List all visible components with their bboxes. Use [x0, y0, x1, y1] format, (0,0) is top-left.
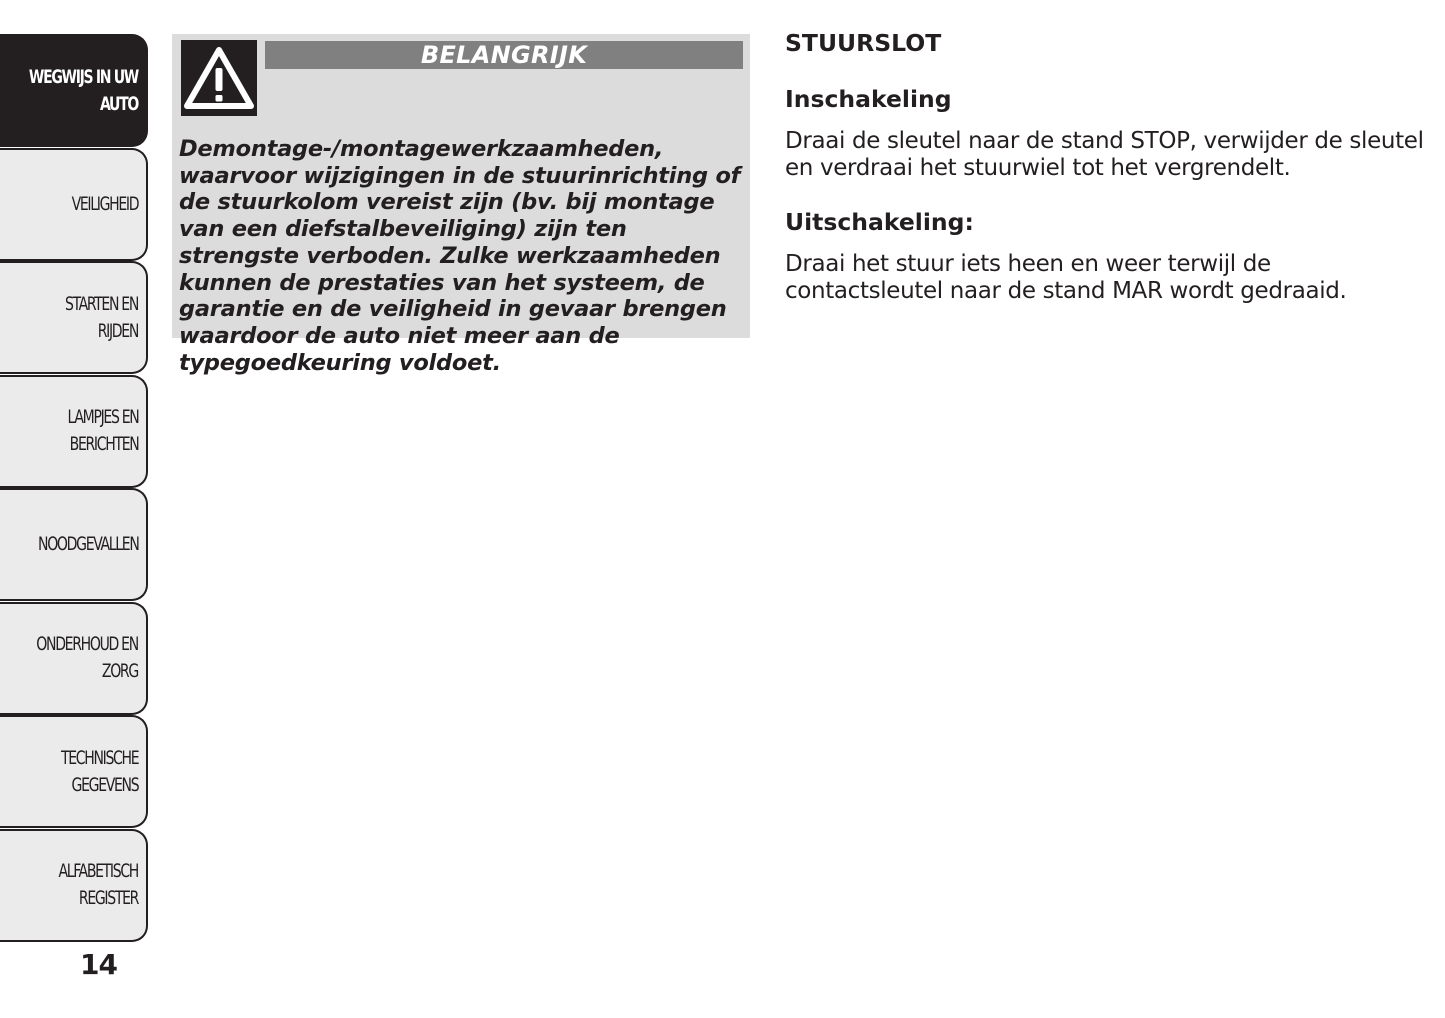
tab-starten-en-rijden[interactable]	[0, 261, 148, 374]
tab-label: STARTEN EN RIJDEN	[64, 292, 138, 342]
tab-label: ONDERHOUD EN ZORG	[36, 633, 138, 682]
heading-inschakeling: Inschakeling	[785, 85, 952, 113]
tab-wegwijs-in-uw-auto[interactable]	[0, 34, 148, 147]
warning-text-block	[179, 84, 749, 376]
tab-alfabetisch-register[interactable]	[0, 829, 148, 942]
section-title: STUURSLOT	[785, 29, 942, 57]
tab-label: LAMPJES EN BERICHTEN	[67, 406, 138, 455]
tab-technische-gegevens[interactable]	[0, 715, 148, 828]
warning-box	[172, 34, 750, 376]
tab-label: VEILIGHEID	[71, 192, 138, 215]
heading-uitschakeling: Uitschakeling:	[785, 208, 974, 236]
tab-label: NOODGEVALLEN	[37, 533, 138, 555]
warning-text: Demontage-/montagewerkzaamheden, waarvoor wijzigingen in de stuurinrichting of de stuurkolom vereist zijn (bv. bij montage van een diefstalbeveiliging) zijn ten strengste verboden. Zulke werkzaamheden kunnen de prestaties van het systeem, de garantie en de veiligheid in gevaar brengen waardoor de auto niet meer aan de typegoedkeuring voldoet.	[179, 136, 741, 376]
warning-header: BELANGRIJK	[265, 41, 743, 69]
tab-lampjes-en-berichten[interactable]	[0, 375, 148, 488]
tab-onderhoud-en-zorg[interactable]	[0, 602, 148, 715]
tab-label: WEGWIJS IN UW AUTO	[28, 65, 138, 115]
text-uitschakeling: Draai het stuur iets heen en weer terwijl de contactsleutel naar de stand MAR wordt gedraaid.	[785, 251, 1347, 304]
tab-noodgevallen[interactable]	[0, 488, 148, 601]
tab-label: TECHNISCHE GEGEVENS	[60, 746, 138, 796]
tab-label: ALFABETISCH REGISTER	[58, 860, 138, 909]
text-inschakeling: Draai de sleutel naar de stand STOP, verwijder de sleutel en verdraai het stuurwiel tot het vergrendelt.	[785, 128, 1424, 181]
page-number: 14	[80, 948, 117, 981]
tab-veiligheid[interactable]	[0, 148, 148, 261]
